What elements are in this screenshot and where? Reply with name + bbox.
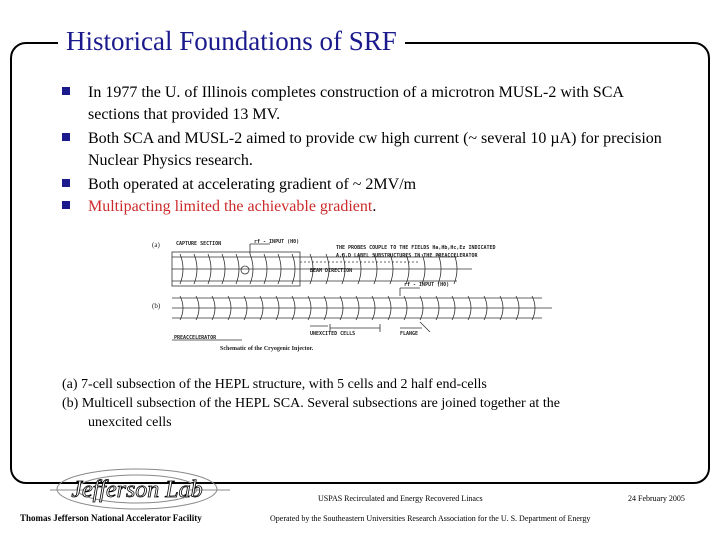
caption-line-a: (a) 7-cell subsection of the HEPL structure, with 5 cells and 2 half end-cells: [62, 377, 487, 392]
capture-section-label: CAPTURE SECTION: [176, 241, 222, 247]
bullet-square-icon: [62, 179, 70, 187]
probe-a: [241, 266, 249, 274]
logo-text: Jefferson Lab: [71, 477, 203, 503]
bullet-item: [62, 82, 662, 126]
bullet-text-tail: .: [372, 198, 377, 215]
rf-input-top-label: rf - INPUT (H0): [254, 239, 300, 245]
beam-direction-label: BEAM DIRECTION: [310, 268, 353, 274]
structure-b-lines: [172, 298, 552, 318]
bullet-item: [62, 196, 662, 218]
bullet-text-highlight: Multipacting limited the achievable gradient: [88, 198, 373, 215]
footer-operator: Operated by the Southeastern Universities Research Association for the U. S. Department of Energy: [270, 514, 591, 523]
jefferson-lab-logo: [40, 462, 235, 517]
unexcited-cells-label: UNEXCITED CELLS: [310, 331, 356, 337]
bullet-item: [62, 174, 662, 196]
rf-input-b: [400, 288, 420, 296]
rf-input-a: [250, 244, 270, 254]
caption-line-b: (b) Multicell subsection of the HEPL SCA. Several subsections are joined together at the: [62, 396, 560, 411]
schematic-caption: Schematic of the Cryogenic Injector.: [220, 346, 314, 352]
slide-title: Historical Foundations of SRF: [66, 26, 397, 56]
bullet-text: Both SCA and MUSL-2 aimed to provide cw high current (~ several 10 µA) for precision Nuclear Physics research.: [88, 130, 662, 169]
figure-caption: [62, 375, 682, 432]
preaccelerator-label: PREACCELERATOR: [174, 335, 217, 341]
probe-note-1: THE PROBES COUPLE TO THE FIELDS Ha,Hb,Hc,Ez INDICATED: [336, 245, 496, 251]
bullet-square-icon: [62, 201, 70, 209]
probe-note-2: A,B,D LABEL SUBSTRUCTURES IN THE PREACCELERATOR: [336, 253, 478, 259]
title-container: [58, 24, 405, 58]
bullet-list: [62, 82, 662, 218]
footer-date: 24 February 2005: [628, 494, 685, 503]
footer-course: USPAS Recirculated and Energy Recovered Linacs: [318, 494, 483, 503]
diagram-label-a: (a): [152, 241, 160, 249]
bullet-item: [62, 128, 662, 172]
bullet-text: Both operated at accelerating gradient of ~ 2MV/m: [88, 176, 417, 193]
caption-line-b-continued: unexcited cells: [88, 415, 172, 430]
bullet-square-icon: [62, 133, 70, 141]
cryogenic-injector-diagram: [150, 232, 570, 362]
rf-input-mid-label: rf - INPUT (H0): [404, 282, 450, 288]
footer-facility: Thomas Jefferson National Accelerator Facility: [20, 513, 202, 523]
diagram-label-b: (b): [152, 302, 161, 310]
bullet-square-icon: [62, 87, 70, 95]
flange-label: FLANGE: [400, 331, 419, 337]
bullet-text: In 1977 the U. of Illinois completes construction of a microtron MUSL-2 with SCA sections that provided 13 MV.: [88, 84, 624, 123]
